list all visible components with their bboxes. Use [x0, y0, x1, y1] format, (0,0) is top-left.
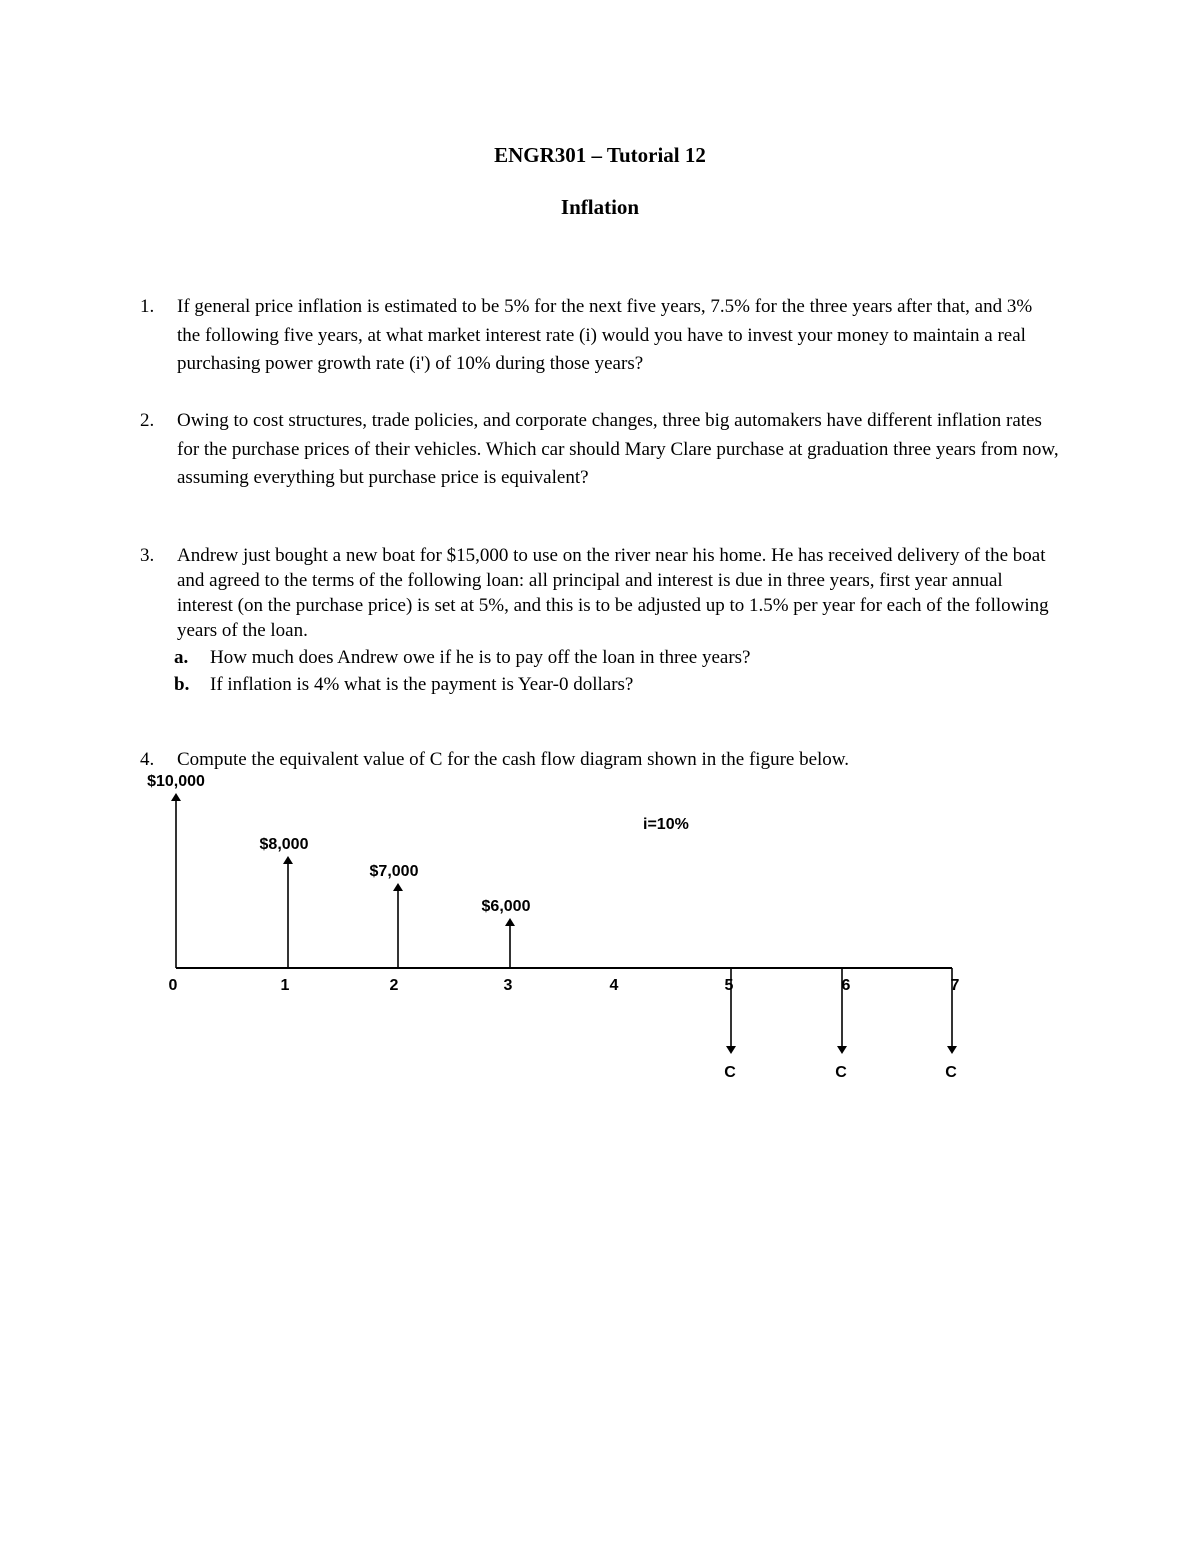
period-label: 0	[168, 977, 178, 994]
sub-question-label: a.	[174, 647, 189, 668]
inflow-label: $10,000	[147, 773, 205, 790]
question-text: Owing to cost structures, trade policies, and corporate changes, three big automakers have different inflation rates for the purchase prices of their vehicles. Which car should Mary Clare purchase at graduation three years from now, assuming everything but purchase price is equivalent?	[177, 410, 1059, 488]
page-subtitle: Inflation	[560, 195, 640, 219]
period-label: 1	[280, 977, 290, 994]
inflow-label: $7,000	[369, 863, 419, 880]
outflow-label: C	[835, 1064, 847, 1081]
period-label: 7	[950, 977, 960, 994]
sub-question-label: b.	[174, 674, 190, 695]
inflow-label: $6,000	[481, 898, 531, 915]
question-number: 4.	[140, 749, 155, 770]
question-text: If general price inflation is estimated to be 5% for the next five years, 7.5% for the three years after that, and 3% the following five years, at what market interest rate (i) would you have to invest your money to maintain a real purchasing power growth rate (i') of 10% during those years?	[177, 296, 1033, 374]
question-number: 3.	[140, 545, 155, 566]
outflow-label: C	[945, 1064, 957, 1081]
question-text: Compute the equivalent value of C for the cash flow diagram shown in the figure below.	[177, 749, 850, 770]
period-label: 2	[389, 977, 399, 994]
period-label: 5	[724, 977, 734, 994]
sub-question-text: How much does Andrew owe if he is to pay off the loan in three years?	[210, 647, 751, 668]
page-title: ENGR301 – Tutorial 12	[494, 143, 706, 167]
question-number: 2.	[140, 410, 155, 431]
question-number: 1.	[140, 296, 155, 317]
question-text: Andrew just bought a new boat for $15,000 to use on the river near his home. He has received delivery of the boat and agreed to the terms of the following loan: all principal and interest is due in three years, first year annual interest (on the purchase price) is set at 5%, and this is to be adjusted up to 1.5% per year for each of the following years of the loan.	[177, 545, 1049, 641]
outflow-label: C	[724, 1064, 736, 1081]
period-label: 3	[503, 977, 513, 994]
sub-question-text: If inflation is 4% what is the payment is Year-0 dollars?	[210, 674, 634, 695]
period-label: 6	[841, 977, 851, 994]
inflow-label: $8,000	[259, 836, 309, 853]
interest-rate-label: i=10%	[643, 816, 689, 833]
period-label: 4	[609, 977, 619, 994]
